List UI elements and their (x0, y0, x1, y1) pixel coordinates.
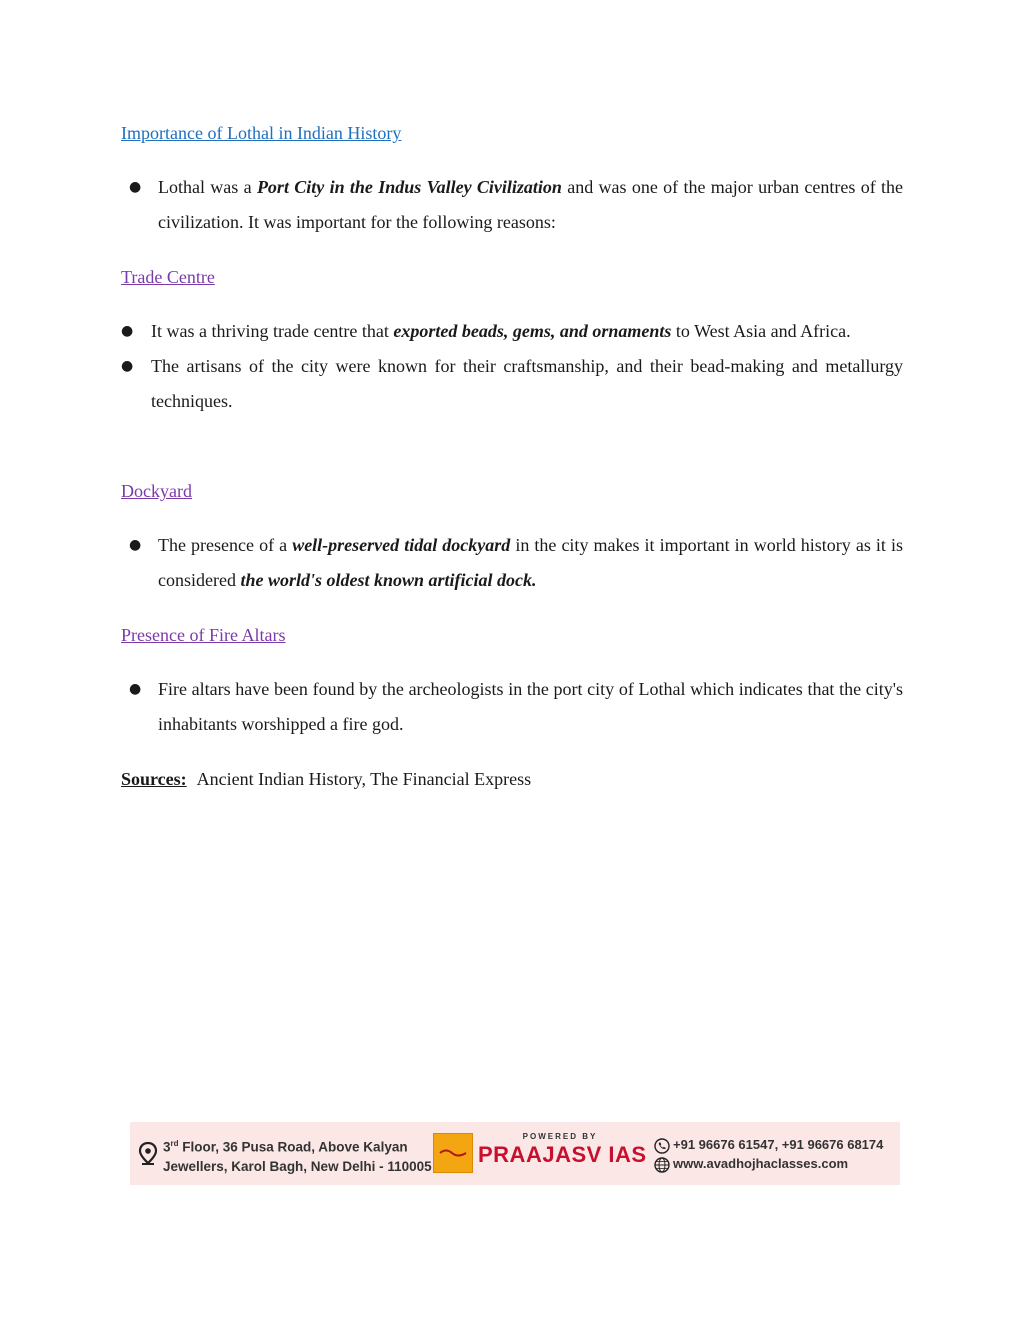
bullet-text: It was a thriving trade centre that (151, 321, 394, 341)
bullet-glyph: ● (121, 358, 134, 374)
website-link[interactable]: www.avadhojhaclasses.com (673, 1156, 849, 1171)
bullet-item (121, 528, 903, 598)
phone-icon (654, 1138, 670, 1154)
institute-logo (433, 1133, 473, 1173)
section-heading-fire-altars[interactable]: Presence of Fire Altars (121, 625, 286, 645)
bullet-list (121, 672, 903, 742)
sources-label: Sources: (121, 769, 187, 789)
emphasized-text: exported beads, gems, and ornaments (393, 321, 672, 341)
bullet-list (121, 170, 903, 240)
bullet-glyph: ● (129, 681, 142, 697)
bullet-item (121, 349, 903, 419)
powered-by-label: POWERED BY (522, 1132, 598, 1141)
address-line-1-rest: Floor, 36 Pusa Road, Above Kalyan (178, 1139, 408, 1155)
bullet-item (121, 672, 903, 742)
bullet-list (121, 314, 903, 419)
phone-numbers[interactable]: +91 96676 61547, +91 96676 68174 (673, 1137, 884, 1152)
bullet-list (121, 528, 903, 598)
emphasized-text: the world's oldest known artificial dock. (240, 570, 537, 590)
bullet-text: Lothal was a (158, 177, 257, 197)
globe-icon (654, 1157, 670, 1173)
address-line-2: Jewellers, Karol Bagh, New Delhi - 110005 (163, 1158, 432, 1174)
banner-address (163, 1134, 433, 1176)
section-heading-trade-centre[interactable]: Trade Centre (121, 267, 215, 287)
section-heading-importance[interactable]: Importance of Lothal in Indian History (121, 123, 402, 143)
address-floor-number: 3 (163, 1139, 171, 1155)
emphasized-text: Port City in the Indus Valley Civilization (256, 177, 562, 197)
sources-line (121, 767, 531, 791)
bullet-text: to West Asia and Africa. (671, 321, 851, 341)
bullet-item (121, 314, 903, 349)
bullet-glyph: ● (129, 179, 142, 195)
emphasized-text: well-preserved tidal dockyard (292, 535, 511, 555)
sources-text: Ancient Indian History, The Financial Express (196, 769, 532, 789)
brand-name[interactable]: PRAAJASV IAS (478, 1142, 647, 1167)
footer-banner (130, 1122, 900, 1185)
bullet-text: The presence of a (158, 535, 293, 555)
logo-mark-icon (438, 1147, 468, 1159)
bullet-text: and was one of the major urban centres of the civilization. It was important for the following reasons: (158, 177, 903, 232)
bullet-glyph: ● (121, 323, 134, 339)
section-heading-dockyard[interactable]: Dockyard (121, 481, 192, 501)
location-pin-icon (138, 1142, 158, 1166)
bullet-text: in the city makes it important in world history as it is considered (158, 535, 903, 590)
address-line-1 (163, 1134, 433, 1157)
bullet-text: Fire altars have been found by the archeologists in the port city of Lothal which indicates that the city's inhabitants worshipped a fire god. (158, 679, 903, 734)
bullet-item (121, 170, 903, 240)
bullet-text: The artisans of the city were known for their craftsmanship, and their bead-making and metallurgy techniques. (151, 356, 903, 411)
bullet-glyph: ● (129, 537, 142, 553)
address-floor-suffix: rd (170, 1139, 179, 1148)
